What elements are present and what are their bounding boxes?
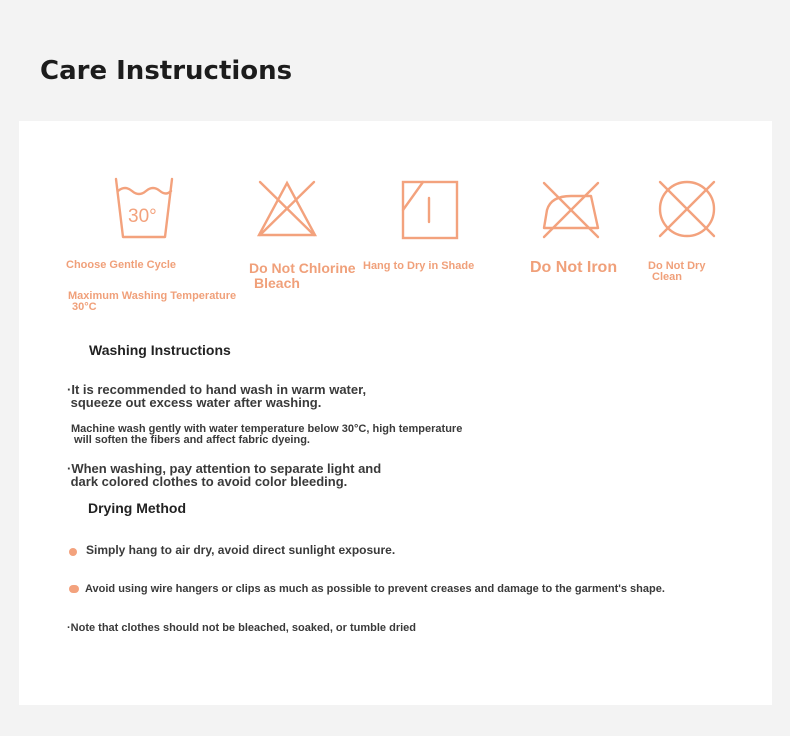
label-no-dry-clean-2: Clean xyxy=(652,271,682,283)
washing-text-2: Machine wash gently with water temperature below 30°C, high temperature will soften the fibers and affect fabric dyeing. xyxy=(71,423,463,446)
washing-heading: Washing Instructions xyxy=(89,342,231,358)
drying-heading: Drying Method xyxy=(88,500,186,516)
label-max-temp-1: Maximum Washing Temperature xyxy=(68,290,237,302)
label-no-iron: Do Not Iron xyxy=(530,259,618,276)
drying-text-1: Simply hang to air dry, avoid direct sunlight exposure. xyxy=(86,543,396,557)
wash-30-icon xyxy=(113,177,175,241)
care-card xyxy=(19,121,772,705)
bullet-dot xyxy=(69,585,79,593)
do-not-bleach-icon xyxy=(256,179,318,239)
label-hang-shade: Hang to Dry in Shade xyxy=(363,260,475,272)
label-no-chlorine-1: Do Not Chlorine xyxy=(249,260,356,276)
label-no-dry-clean-1: Do Not Dry xyxy=(648,260,706,272)
dry-in-shade-icon xyxy=(401,180,459,240)
label-no-chlorine-2: Bleach xyxy=(254,275,300,291)
drying-text-3: ·Note that clothes should not be bleached, soaked, or tumble dried xyxy=(67,622,416,634)
label-max-temp-2: 30°C xyxy=(72,301,97,313)
page-title: Care Instructions xyxy=(40,56,293,86)
washing-text-1: ·It is recommended to hand wash in warm water, squeeze out excess water after washing. xyxy=(67,382,367,410)
do-not-iron-icon xyxy=(541,180,601,240)
do-not-dry-clean-icon xyxy=(657,179,717,239)
drying-text-2: Avoid using wire hangers or clips as much as possible to prevent creases and damage to the garment's shape. xyxy=(85,583,665,595)
wash-temp-text: 30° xyxy=(128,206,157,227)
washing-text-3: ·When washing, pay attention to separate light and dark colored clothes to avoid color bleeding. xyxy=(67,461,382,489)
bullet-dot xyxy=(69,548,77,556)
label-gentle-cycle: Choose Gentle Cycle xyxy=(66,259,177,271)
